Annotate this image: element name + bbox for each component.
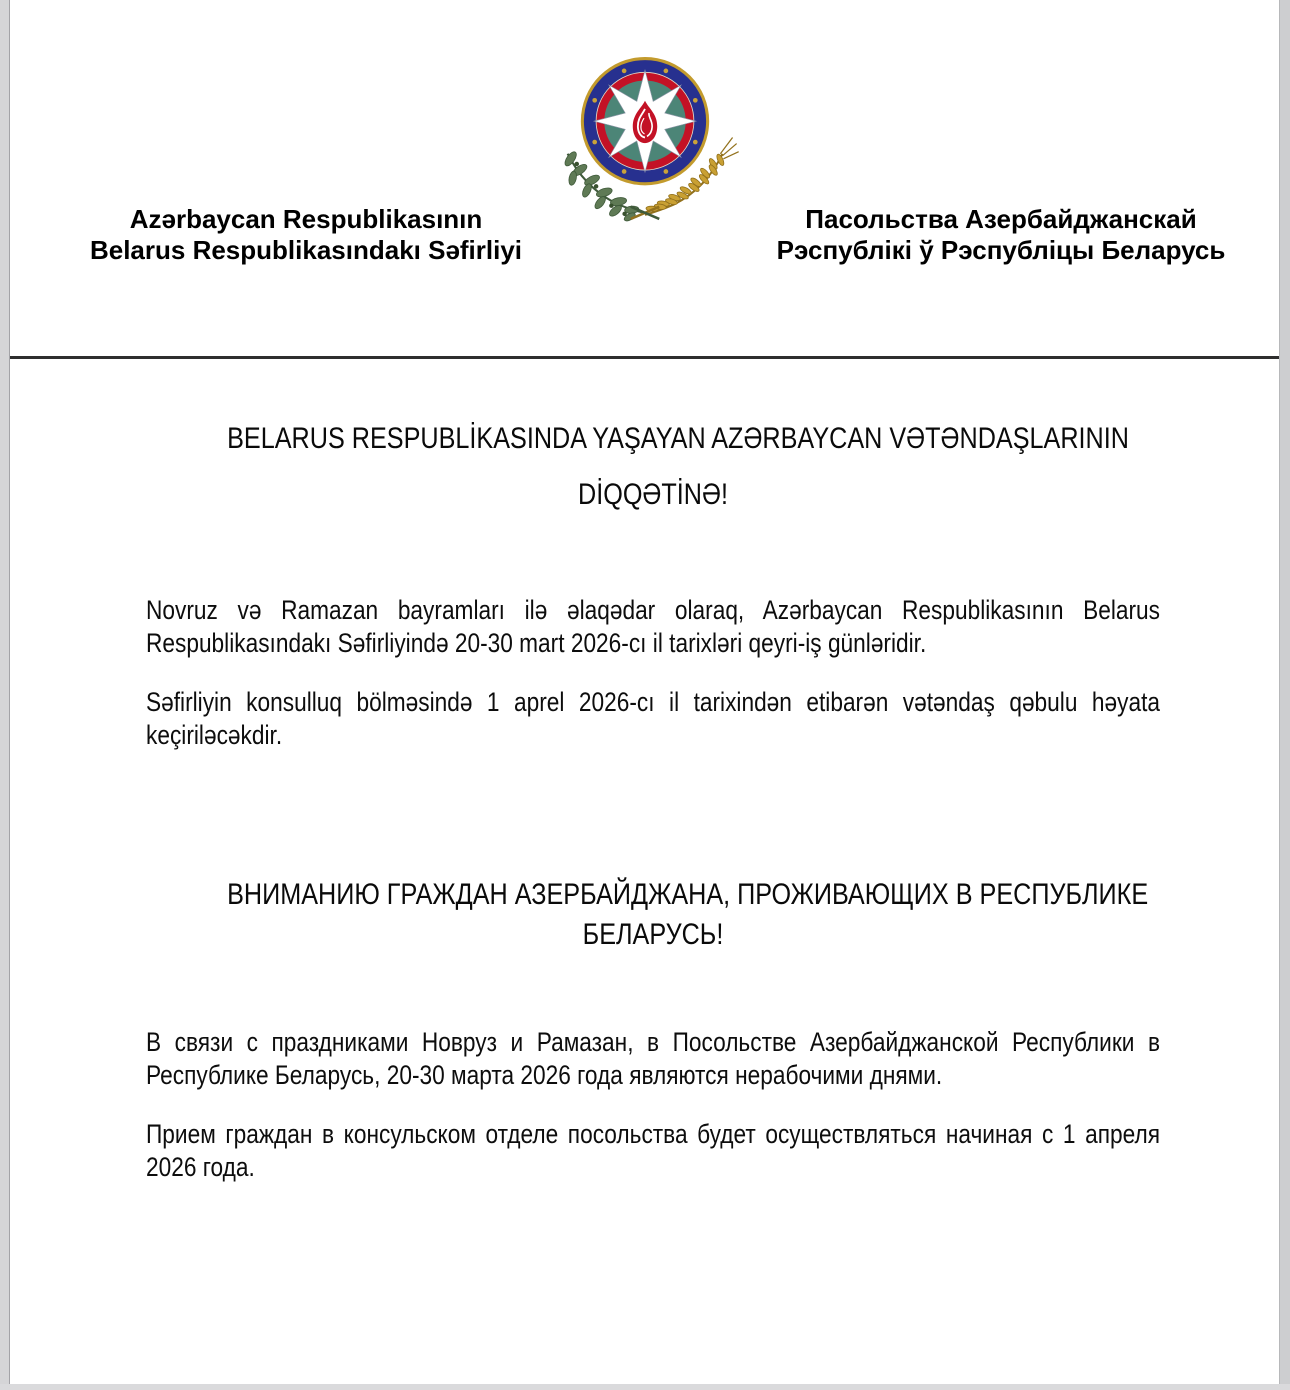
azerbaijan-coat-of-arms-icon <box>543 56 747 223</box>
document-body <box>10 421 1279 1184</box>
ru-title-line2: БЕЛАРУСЬ! <box>582 918 724 951</box>
az-title-line1: BELARUS RESPUBLİKASINDA YAŞAYAN AZƏRBAYCAN VƏTƏNDAŞLARININ <box>227 422 1129 455</box>
letterhead-divider <box>0 356 1289 359</box>
letterhead-belarusian <box>751 204 1251 266</box>
emblem-container <box>10 56 1279 223</box>
russian-notice-title <box>146 877 1160 952</box>
document-page <box>10 0 1279 1384</box>
ru-title-line1: ВНИМАНИЮ ГРАЖДАН АЗЕРБАЙДЖАНА, ПРОЖИВАЮЩИХ В РЕСПУБЛИКЕ <box>227 878 1149 911</box>
scan-edge-left <box>0 0 10 1390</box>
letterhead-az-line2: Belarus Respublikasındakı Səfirliyi <box>89 235 523 265</box>
az-paragraph-1: Novruz və Ramazan bayramları ilə əlaqədar olaraq, Azərbaycan Respublikasının Belarus Respublikasındakı Səfirliyində 20-30 mart 2026-cı il tarixləri qeyri-iş günləridir. <box>146 595 1160 658</box>
ru-paragraph-2: Прием граждан в консульском отделе посольства будет осуществляться начиная с 1 апреля 2026 года. <box>146 1119 1160 1182</box>
letterhead-by-line2: Рэспублікі ў Рэспубліцы Беларусь <box>776 235 1226 265</box>
scan-edge-right <box>1279 0 1290 1390</box>
ru-paragraph-1: В связи с праздниками Новруз и Рамазан, в Посольстве Азербайджанской Республики в Республике Беларусь, 20-30 марта 2026 года являются нерабочими днями. <box>146 1027 1160 1090</box>
letterhead-azerbaijani <box>56 204 556 266</box>
azerbaijani-notice-title <box>146 421 1160 512</box>
az-paragraph-2: Səfirliyin konsulluq bölməsində 1 aprel 2026-cı il tarixindən etibarən vətəndaş qəbulu həyata keçiriləcəkdir. <box>146 687 1160 750</box>
letterhead-by-line1: Пасольства Азербайджанскай <box>805 204 1197 234</box>
scan-edge-bottom <box>0 1384 1290 1390</box>
az-title-line2: DİQQƏTİNƏ! <box>578 478 728 511</box>
letterhead-az-line1: Azərbaycan Respublikasının <box>129 204 483 234</box>
